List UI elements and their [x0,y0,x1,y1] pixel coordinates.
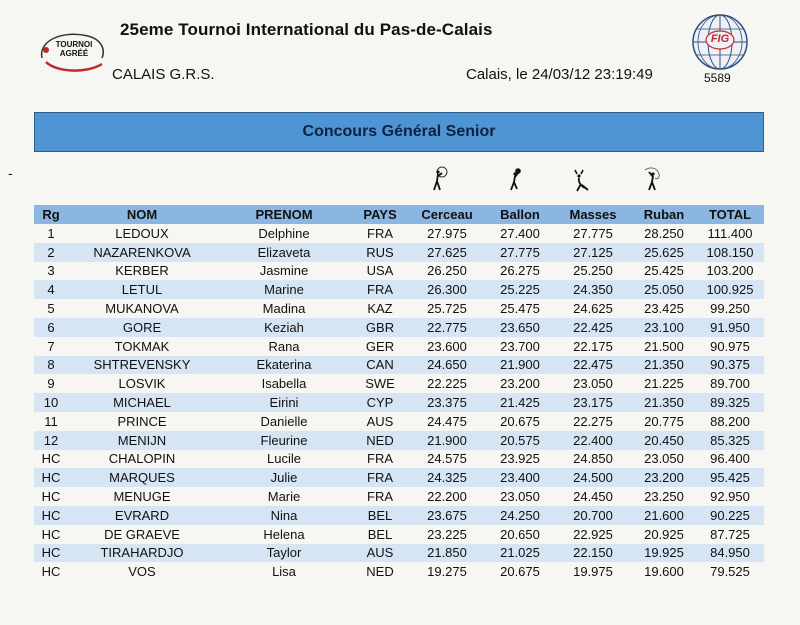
ballon-cell: 25.225 [486,280,554,299]
col-header-nom: NOM [68,205,216,224]
ruban-cell: 23.200 [632,468,696,487]
cerceau-cell: 19.275 [427,564,467,580]
ruban-cell: 19.925 [632,544,696,563]
logo-text-line1: TOURNOI [55,40,93,49]
ballon-cell: 20.650 [500,526,540,542]
rank-cell: HC [41,564,61,580]
table-row [34,280,764,299]
table-row [34,525,764,544]
cerceau-cell: 24.650 [408,356,486,375]
pays-cell: CYP [352,393,408,412]
pays-cell: NED [366,564,394,580]
cerceau-cell: 26.250 [427,263,467,279]
prenom-cell: Nina [216,506,352,525]
col-header-masses: Masses [554,205,632,224]
ballon-cell: 27.775 [486,243,554,262]
total-cell: 100.925 [696,280,764,299]
pays-cell: FRA [367,489,393,505]
table-row [34,262,764,281]
col-header-rank: Rg [34,205,68,224]
ruban-cell: 23.425 [644,301,684,317]
table-row [34,299,764,318]
rank-cell: 6 [34,318,68,337]
club-name: CALAIS G.R.S. [112,66,215,83]
total-cell: 111.400 [707,225,753,241]
cerceau-cell: 23.225 [427,526,467,542]
total-cell: 91.950 [696,318,764,337]
ruban-cell: 21.225 [644,376,684,392]
rank-cell: HC [41,526,61,542]
pays-cell: USA [366,263,394,279]
table-row [34,224,764,243]
nom-cell: MENUGE [113,489,171,505]
ballon-cell: 26.275 [500,263,540,279]
ruban-cell: 21.500 [644,338,684,354]
table-row [34,374,764,393]
ruban-cell: 23.100 [632,318,696,337]
nom-cell: CHALOPIN [108,451,176,467]
prenom-cell: Isabella [261,376,307,392]
pays-cell: FRA [352,280,408,299]
cerceau-cell: 27.625 [408,243,486,262]
prenom-cell: Keziah [216,318,352,337]
col-header-prenom: PRENOM [216,205,352,224]
prenom-cell: Taylor [216,544,352,563]
ballon-cell: 23.200 [500,376,540,392]
total-cell: 96.400 [710,451,750,467]
cerceau-cell: 21.900 [408,431,486,450]
pays-cell: GBR [352,318,408,337]
ruban-cell: 20.775 [644,413,684,429]
table-row [34,337,764,356]
prenom-cell: Rana [268,338,300,354]
cerceau-cell: 22.200 [427,489,467,505]
masses-cell: 22.275 [573,413,613,429]
ribbon-gymnast-icon [641,166,665,192]
masses-cell: 22.475 [554,356,632,375]
prenom-cell: Helena [263,526,305,542]
rank-cell: 10 [34,393,68,412]
hoop-gymnast-icon [428,166,452,192]
nom-cell: TIRAHARDJO [68,544,216,563]
pays-cell: NED [352,431,408,450]
masses-cell: 25.250 [573,263,613,279]
pays-cell: GER [365,338,395,354]
cerceau-cell: 24.575 [427,451,467,467]
pays-cell: CAN [352,356,408,375]
col-header-cerceau: Cerceau [408,205,486,224]
results-table [34,205,764,581]
table-row [34,356,764,375]
table-row [34,562,764,581]
nom-cell: MICHAEL [68,393,216,412]
masses-cell: 20.700 [554,506,632,525]
col-header-pays: PAYS [352,205,408,224]
total-cell: 92.950 [710,489,750,505]
total-cell: 90.975 [710,338,750,354]
total-cell: 95.425 [696,468,764,487]
cerceau-cell: 26.300 [408,280,486,299]
total-cell: 88.200 [710,413,750,429]
nom-cell: MENIJN [68,431,216,450]
ruban-cell: 21.600 [632,506,696,525]
total-cell: 87.725 [710,526,750,542]
nom-cell: LETUL [68,280,216,299]
table-row [34,243,764,262]
ballon-cell: 24.250 [486,506,554,525]
cerceau-cell: 23.600 [427,338,467,354]
prenom-cell: Elizaveta [216,243,352,262]
pays-cell: BEL [352,506,408,525]
ruban-cell: 21.350 [632,393,696,412]
table-row [34,506,764,525]
pays-cell: RUS [352,243,408,262]
table-row [34,431,764,450]
banner-title: Concours Général Senior [302,123,496,140]
pays-cell: SWE [365,376,395,392]
prenom-cell: Julie [216,468,352,487]
ballon-cell: 21.900 [486,356,554,375]
nom-cell: SHTREVENSKY [68,356,216,375]
prenom-cell: Madina [262,301,306,317]
nom-cell: PRINCE [117,413,167,429]
nom-cell: LOSVIK [118,376,166,392]
ruban-cell: 20.450 [632,431,696,450]
pays-cell: KAZ [367,301,393,317]
masses-cell: 24.350 [554,280,632,299]
prenom-cell: Lisa [272,564,296,580]
table-row [34,393,764,412]
ruban-cell: 25.425 [644,263,684,279]
cerceau-cell: 27.975 [427,225,467,241]
prenom-cell: Delphine [258,225,310,241]
masses-cell: 27.125 [554,243,632,262]
rank-cell: 1 [47,225,55,241]
nom-cell: TOKMAK [114,338,170,354]
masses-cell: 22.925 [573,526,613,542]
masses-cell: 23.175 [554,393,632,412]
ballon-cell: 23.650 [486,318,554,337]
masses-cell: 22.400 [554,431,632,450]
cerceau-cell: 21.850 [408,544,486,563]
page-title: 25eme Tournoi International du Pas-de-Calais [120,20,493,39]
ballon-cell: 25.475 [500,301,540,317]
table-row [34,450,764,469]
logo-text-line2: AGRÉÉ [59,49,89,58]
masses-cell: 22.425 [554,318,632,337]
ruban-cell: 25.050 [632,280,696,299]
cerceau-cell: 24.325 [408,468,486,487]
table-row [34,468,764,487]
tournoi-agree-logo [36,28,110,76]
nom-cell: DE GRAEVE [104,526,180,542]
ballon-cell: 21.425 [486,393,554,412]
prenom-cell: Ekaterina [216,356,352,375]
clubs-gymnast-icon [571,168,595,194]
total-cell: 99.250 [710,301,750,317]
masses-cell: 24.500 [554,468,632,487]
prenom-cell: Jasmine [259,263,309,279]
nom-cell: MARQUES [68,468,216,487]
col-header-ballon: Ballon [486,205,554,224]
ruban-cell: 20.925 [644,526,684,542]
competition-banner [34,112,764,152]
fig-number: 5589 [704,71,731,85]
rank-cell: 9 [47,376,55,392]
rank-cell: HC [41,489,61,505]
cerceau-cell: 22.225 [427,376,467,392]
ballon-cell: 23.050 [500,489,540,505]
total-cell: 108.150 [696,243,764,262]
masses-cell: 23.050 [573,376,613,392]
nom-cell: KERBER [115,263,169,279]
pays-cell: AUS [352,544,408,563]
cerceau-cell: 23.675 [408,506,486,525]
cerceau-cell: 22.775 [408,318,486,337]
ruban-cell: 21.350 [632,356,696,375]
prenom-cell: Marine [216,280,352,299]
masses-cell: 24.850 [573,451,613,467]
ballon-cell: 23.700 [500,338,540,354]
ballon-cell: 27.400 [500,225,540,241]
ruban-cell: 25.625 [632,243,696,262]
nom-cell: MUKANOVA [105,301,179,317]
table-row [34,318,764,337]
total-cell: 90.225 [696,506,764,525]
prenom-cell: Marie [267,489,301,505]
nom-cell: GORE [68,318,216,337]
masses-cell: 22.175 [573,338,613,354]
pays-cell: AUS [366,413,394,429]
table-header-row [34,205,764,224]
masses-cell: 19.975 [573,564,613,580]
total-cell: 90.375 [696,356,764,375]
prenom-cell: Eirini [216,393,352,412]
ballon-cell: 20.675 [500,413,540,429]
masses-cell: 24.450 [573,489,613,505]
rank-cell: 12 [34,431,68,450]
nom-cell: EVRARD [68,506,216,525]
ruban-cell: 19.600 [644,564,684,580]
cerceau-cell: 25.725 [427,301,467,317]
total-cell: 79.525 [710,564,750,580]
ball-gymnast-icon [503,166,527,192]
ballon-cell: 20.575 [486,431,554,450]
ballon-cell: 23.925 [500,451,540,467]
ruban-cell: 28.250 [644,225,684,241]
rank-cell: HC [41,451,61,467]
rank-cell: HC [34,468,68,487]
total-cell: 89.325 [696,393,764,412]
masses-cell: 22.150 [554,544,632,563]
pays-cell: FRA [352,468,408,487]
fig-logo-text: FIG [710,33,730,45]
rank-cell: 2 [34,243,68,262]
masses-cell: 24.625 [573,301,613,317]
ballon-cell: 21.025 [486,544,554,563]
fig-logo [690,12,750,72]
ruban-cell: 23.250 [644,489,684,505]
prenom-cell: Danielle [260,413,308,429]
pays-cell: FRA [367,225,393,241]
rank-cell: HC [34,544,68,563]
total-cell: 89.700 [710,376,750,392]
table-row [34,544,764,563]
total-cell: 85.325 [696,431,764,450]
prenom-cell: Lucile [267,451,301,467]
nom-cell: NAZARENKOVA [68,243,216,262]
side-mark: - [8,165,13,181]
ruban-cell: 23.050 [644,451,684,467]
cerceau-cell: 24.475 [427,413,467,429]
nom-cell: LEDOUX [115,225,169,241]
rank-cell: 8 [34,356,68,375]
col-header-ruban: Ruban [632,205,696,224]
ballon-cell: 23.400 [486,468,554,487]
total-cell: 103.200 [706,263,754,279]
col-header-total: TOTAL [696,205,764,224]
rank-cell: 11 [44,413,58,429]
total-cell: 84.950 [696,544,764,563]
ballon-cell: 20.675 [500,564,540,580]
nom-cell: VOS [128,564,156,580]
pays-cell: BEL [367,526,393,542]
rank-cell: 4 [34,280,68,299]
date-line: Calais, le 24/03/12 23:19:49 [466,66,653,83]
masses-cell: 27.775 [573,225,613,241]
rank-cell: 5 [47,301,55,317]
rank-cell: 7 [47,338,55,354]
prenom-cell: Fleurine [216,431,352,450]
rank-cell: HC [34,506,68,525]
pays-cell: FRA [367,451,393,467]
table-row [34,412,764,431]
table-row [34,487,764,506]
cerceau-cell: 23.375 [408,393,486,412]
rank-cell: 3 [47,263,55,279]
